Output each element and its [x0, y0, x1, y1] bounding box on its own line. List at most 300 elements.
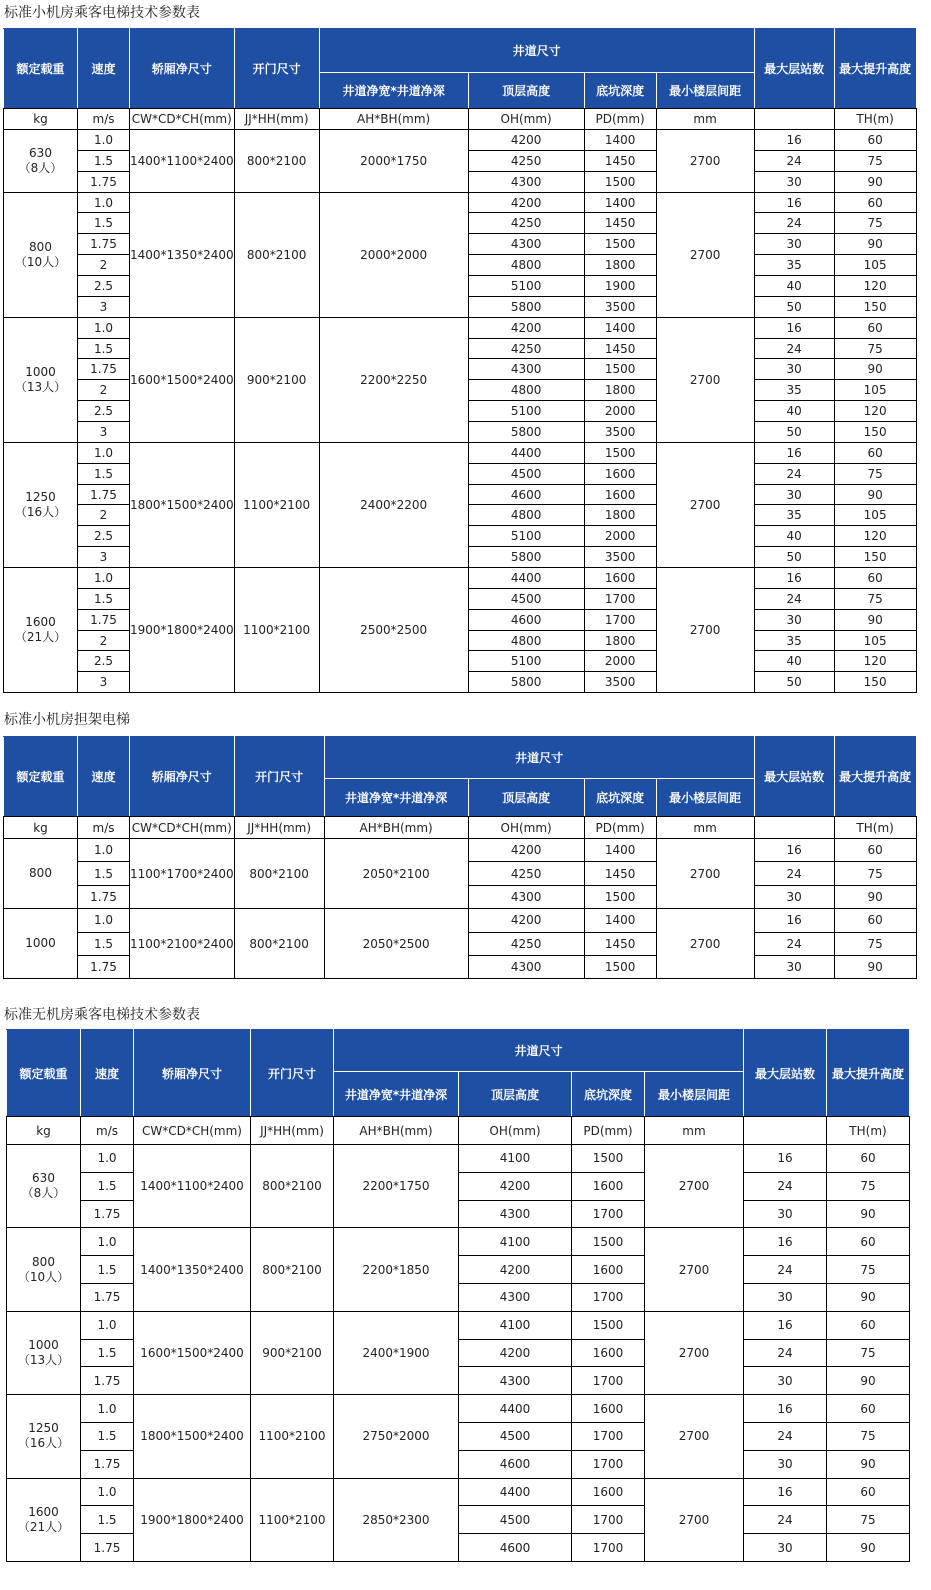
- stops-cell: 24: [754, 150, 834, 171]
- pit-cell: 1600: [584, 463, 656, 484]
- travel-cell: 90: [834, 484, 916, 505]
- travel-cell: 150: [834, 296, 916, 317]
- unit-car: CW*CD*CH(mm): [130, 817, 235, 839]
- load-cell: [7, 1395, 81, 1478]
- stops-cell: 16: [754, 317, 834, 338]
- overhead-cell: 5100: [468, 526, 584, 547]
- header-pit: 底坑深度: [584, 73, 656, 109]
- speed-cell: 1.75: [78, 234, 130, 255]
- car-cell: 1400*1350*2400: [134, 1228, 251, 1311]
- travel-cell: 75: [834, 213, 916, 234]
- speed-cell: 1.0: [81, 1311, 134, 1339]
- unit-overhead: OH(mm): [459, 1117, 572, 1145]
- load-value: 630: [32, 1171, 55, 1186]
- unit-pit: PD(mm): [572, 1117, 645, 1145]
- pit-cell: 1800: [584, 255, 656, 276]
- overhead-cell: 4100: [459, 1228, 572, 1256]
- travel-cell: 90: [834, 609, 916, 630]
- unit-stops: [754, 817, 834, 839]
- load-cell: [4, 442, 78, 567]
- overhead-cell: 5800: [468, 547, 584, 568]
- shaft-wd-cell: 2050*2500: [324, 909, 468, 979]
- table-row: [4, 317, 917, 338]
- stops-cell: 24: [754, 588, 834, 609]
- pit-cell: 1700: [572, 1283, 645, 1311]
- car-cell: 1100*1700*2400: [130, 839, 235, 909]
- header-travel: 最大提升高度: [834, 737, 916, 817]
- header-overhead: 顶层高度: [468, 73, 584, 109]
- unit-min-floor: mm: [656, 817, 754, 839]
- pit-cell: 1700: [572, 1200, 645, 1228]
- unit-speed: m/s: [78, 109, 130, 130]
- spec-table: [3, 28, 917, 693]
- speed-cell: 1.75: [78, 171, 130, 192]
- speed-cell: 2.5: [78, 276, 130, 297]
- overhead-cell: 4500: [468, 588, 584, 609]
- stops-cell: 40: [754, 401, 834, 422]
- pit-cell: 1500: [584, 955, 656, 978]
- travel-cell: 90: [827, 1283, 910, 1311]
- speed-cell: 1.75: [78, 484, 130, 505]
- speed-cell: 1.0: [78, 839, 130, 862]
- travel-cell: 60: [834, 192, 916, 213]
- shaft-wd-cell: 2400*1900: [334, 1311, 459, 1394]
- stops-cell: 16: [754, 909, 834, 932]
- stops-cell: 16: [754, 192, 834, 213]
- header-speed: 速度: [78, 737, 130, 817]
- header-speed: 速度: [78, 29, 130, 109]
- travel-cell: 60: [827, 1395, 910, 1423]
- persons-value: （16人）: [14, 504, 67, 519]
- load-value: 1600: [25, 615, 56, 630]
- load-cell: [4, 909, 78, 979]
- stops-cell: 16: [744, 1228, 827, 1256]
- unit-pit: PD(mm): [584, 109, 656, 130]
- overhead-cell: 5100: [468, 651, 584, 672]
- travel-cell: 150: [834, 672, 916, 693]
- pit-cell: 1500: [584, 885, 656, 908]
- load-value: 1250: [28, 1421, 59, 1436]
- pit-cell: 1450: [584, 338, 656, 359]
- persons-value: （21人）: [14, 630, 67, 645]
- overhead-cell: 4800: [468, 505, 584, 526]
- door-cell: 800*2100: [251, 1228, 334, 1311]
- table-row: [7, 1311, 910, 1339]
- door-cell: 800*2100: [251, 1145, 334, 1228]
- pit-cell: 3500: [584, 672, 656, 693]
- speed-cell: 1.0: [78, 317, 130, 338]
- travel-cell: 120: [834, 526, 916, 547]
- pit-cell: 1600: [584, 484, 656, 505]
- load-value: 800: [32, 1254, 55, 1269]
- pit-cell: 1800: [584, 380, 656, 401]
- stops-cell: 30: [744, 1450, 827, 1478]
- shaft-wd-cell: 2400*2200: [319, 442, 468, 567]
- car-cell: 1900*1800*2400: [134, 1478, 251, 1561]
- spec-table: [3, 736, 917, 979]
- stops-cell: 30: [754, 885, 834, 908]
- stops-cell: 50: [754, 547, 834, 568]
- overhead-cell: 4400: [459, 1395, 572, 1423]
- travel-cell: 90: [834, 171, 916, 192]
- speed-cell: 2: [78, 255, 130, 276]
- unit-car: CW*CD*CH(mm): [134, 1117, 251, 1145]
- header-min-floor: 最小楼层间距: [645, 1072, 744, 1117]
- travel-cell: 75: [827, 1256, 910, 1284]
- travel-cell: 105: [834, 255, 916, 276]
- load-cell: [4, 130, 78, 193]
- overhead-cell: 4600: [468, 484, 584, 505]
- unit-pit: PD(mm): [584, 817, 656, 839]
- pit-cell: 1400: [584, 317, 656, 338]
- min-floor-cell: 2700: [656, 192, 754, 317]
- shaft-wd-cell: 2200*2250: [319, 317, 468, 442]
- overhead-cell: 4300: [468, 359, 584, 380]
- travel-cell: 75: [827, 1339, 910, 1367]
- overhead-cell: 4300: [468, 234, 584, 255]
- pit-cell: 1400: [584, 909, 656, 932]
- overhead-cell: 4300: [459, 1283, 572, 1311]
- table-row: [4, 442, 917, 463]
- stops-cell: 16: [754, 442, 834, 463]
- pit-cell: 1450: [584, 862, 656, 885]
- overhead-cell: 4300: [459, 1367, 572, 1395]
- header-car: 轿厢净尺寸: [130, 737, 235, 817]
- shaft-wd-cell: 2000*2000: [319, 192, 468, 317]
- stops-cell: 16: [744, 1478, 827, 1506]
- header-car: 轿厢净尺寸: [134, 1030, 251, 1117]
- speed-cell: 1.75: [81, 1283, 134, 1311]
- table-row: [7, 1145, 910, 1173]
- speed-cell: 1.75: [81, 1367, 134, 1395]
- pit-cell: 1500: [584, 171, 656, 192]
- min-floor-cell: 2700: [656, 130, 754, 193]
- table-row: [7, 1395, 910, 1423]
- table-row: [4, 909, 917, 932]
- load-cell: [4, 839, 78, 909]
- car-cell: 1400*1350*2400: [130, 192, 235, 317]
- stops-cell: 30: [754, 955, 834, 978]
- header-shaft-wd: 井道净宽*井道净深: [334, 1072, 459, 1117]
- unit-travel: TH(m): [834, 817, 916, 839]
- table-title: 标准小机房担架电梯: [4, 712, 130, 728]
- overhead-cell: 4300: [468, 885, 584, 908]
- load-cell: [4, 192, 78, 317]
- stops-cell: 24: [744, 1339, 827, 1367]
- speed-cell: 2.5: [78, 401, 130, 422]
- persons-value: （8人）: [18, 160, 63, 175]
- door-cell: 800*2100: [234, 839, 324, 909]
- stops-cell: 35: [754, 630, 834, 651]
- pit-cell: 1600: [572, 1256, 645, 1284]
- overhead-cell: 4200: [468, 317, 584, 338]
- speed-cell: 3: [78, 422, 130, 443]
- speed-cell: 1.5: [78, 150, 130, 171]
- speed-cell: 1.0: [81, 1478, 134, 1506]
- speed-cell: 1.75: [78, 885, 130, 908]
- overhead-cell: 4300: [468, 955, 584, 978]
- table-row: [7, 1228, 910, 1256]
- stops-cell: 30: [744, 1367, 827, 1395]
- stops-cell: 35: [754, 380, 834, 401]
- speed-cell: 1.5: [81, 1506, 134, 1534]
- unit-min-floor: mm: [656, 109, 754, 130]
- travel-cell: 90: [834, 359, 916, 380]
- pit-cell: 1600: [572, 1172, 645, 1200]
- pit-cell: 1700: [572, 1534, 645, 1562]
- header-shaft-wd: 井道净宽*井道净深: [319, 73, 468, 109]
- pit-cell: 1600: [584, 568, 656, 589]
- travel-cell: 90: [827, 1200, 910, 1228]
- overhead-cell: 5800: [468, 422, 584, 443]
- stops-cell: 50: [754, 672, 834, 693]
- overhead-cell: 4600: [468, 609, 584, 630]
- car-cell: 1600*1500*2400: [130, 317, 235, 442]
- persons-value: （10人）: [17, 1269, 70, 1284]
- overhead-cell: 5800: [468, 672, 584, 693]
- travel-cell: 60: [834, 442, 916, 463]
- speed-cell: 1.0: [78, 442, 130, 463]
- travel-cell: 90: [827, 1534, 910, 1562]
- stops-cell: 50: [754, 422, 834, 443]
- pit-cell: 3500: [584, 422, 656, 443]
- overhead-cell: 4400: [468, 568, 584, 589]
- speed-cell: 1.5: [78, 862, 130, 885]
- min-floor-cell: 2700: [656, 442, 754, 567]
- table-title: 标准小机房乘客电梯技术参数表: [4, 5, 200, 21]
- overhead-cell: 5800: [468, 296, 584, 317]
- unit-shaft-wd: AH*BH(mm): [319, 109, 468, 130]
- pit-cell: 1900: [584, 276, 656, 297]
- min-floor-cell: 2700: [645, 1311, 744, 1394]
- header-stops: 最大层站数: [754, 29, 834, 109]
- stops-cell: 16: [754, 130, 834, 151]
- unit-speed: m/s: [78, 817, 130, 839]
- shaft-wd-cell: 2000*1750: [319, 130, 468, 193]
- pit-cell: 1700: [572, 1506, 645, 1534]
- travel-cell: 75: [834, 932, 916, 955]
- speed-cell: 1.5: [78, 463, 130, 484]
- overhead-cell: 4100: [459, 1145, 572, 1173]
- unit-overhead: OH(mm): [468, 817, 584, 839]
- overhead-cell: 4200: [459, 1339, 572, 1367]
- shaft-wd-cell: 2200*1750: [334, 1145, 459, 1228]
- header-door: 开门尺寸: [234, 737, 324, 817]
- pit-cell: 1700: [572, 1422, 645, 1450]
- speed-cell: 1.5: [81, 1172, 134, 1200]
- pit-cell: 2000: [584, 526, 656, 547]
- pit-cell: 1400: [584, 192, 656, 213]
- stops-cell: 35: [754, 505, 834, 526]
- stops-cell: 50: [754, 296, 834, 317]
- speed-cell: 1.75: [78, 955, 130, 978]
- load-cell: [7, 1228, 81, 1311]
- unit-door: JJ*HH(mm): [251, 1117, 334, 1145]
- unit-door: JJ*HH(mm): [234, 817, 324, 839]
- travel-cell: 60: [827, 1478, 910, 1506]
- table-row: [4, 839, 917, 862]
- pit-cell: 1700: [584, 588, 656, 609]
- car-cell: 1400*1100*2400: [134, 1145, 251, 1228]
- stops-cell: 24: [754, 932, 834, 955]
- header-car: 轿厢净尺寸: [130, 29, 235, 109]
- header-travel: 最大提升高度: [834, 29, 916, 109]
- unit-door: JJ*HH(mm): [234, 109, 319, 130]
- speed-cell: 1.0: [78, 909, 130, 932]
- car-cell: 1800*1500*2400: [134, 1395, 251, 1478]
- unit-stops: [754, 109, 834, 130]
- header-overhead: 顶层高度: [459, 1072, 572, 1117]
- door-cell: 1100*2100: [251, 1395, 334, 1478]
- unit-shaft-wd: AH*BH(mm): [324, 817, 468, 839]
- header-load: 额定载重: [4, 29, 78, 109]
- travel-cell: 150: [834, 422, 916, 443]
- speed-cell: 2.5: [78, 526, 130, 547]
- overhead-cell: 4250: [468, 932, 584, 955]
- speed-cell: 2.5: [78, 651, 130, 672]
- travel-cell: 90: [834, 955, 916, 978]
- load-cell: [7, 1311, 81, 1394]
- persons-value: （13人）: [17, 1352, 70, 1367]
- shaft-wd-cell: 2500*2500: [319, 568, 468, 693]
- speed-cell: 3: [78, 547, 130, 568]
- stops-cell: 16: [744, 1395, 827, 1423]
- speed-cell: 1.5: [78, 932, 130, 955]
- pit-cell: 3500: [584, 296, 656, 317]
- travel-cell: 75: [827, 1506, 910, 1534]
- header-stops: 最大层站数: [754, 737, 834, 817]
- door-cell: 1100*2100: [234, 442, 319, 567]
- speed-cell: 1.0: [81, 1145, 134, 1173]
- speed-cell: 1.5: [78, 213, 130, 234]
- table-row: [4, 192, 917, 213]
- unit-load: kg: [4, 817, 78, 839]
- overhead-cell: 4250: [468, 862, 584, 885]
- load-cell: [7, 1478, 81, 1561]
- min-floor-cell: 2700: [656, 909, 754, 979]
- stops-cell: 24: [754, 213, 834, 234]
- persons-value: （21人）: [17, 1519, 70, 1534]
- header-load: 额定载重: [4, 737, 78, 817]
- overhead-cell: 4300: [468, 171, 584, 192]
- travel-cell: 60: [834, 839, 916, 862]
- pit-cell: 1700: [584, 609, 656, 630]
- load-value: 800: [29, 866, 52, 881]
- header-travel: 最大提升高度: [827, 1030, 910, 1117]
- shaft-wd-cell: 2200*1850: [334, 1228, 459, 1311]
- min-floor-cell: 2700: [645, 1395, 744, 1478]
- speed-cell: 3: [78, 296, 130, 317]
- speed-cell: 2: [78, 630, 130, 651]
- overhead-cell: 4300: [459, 1200, 572, 1228]
- pit-cell: 1500: [572, 1228, 645, 1256]
- header-speed: 速度: [81, 1030, 134, 1117]
- header-min-floor: 最小楼层间距: [656, 779, 754, 817]
- stops-cell: 30: [744, 1534, 827, 1562]
- min-floor-cell: 2700: [645, 1228, 744, 1311]
- pit-cell: 1600: [572, 1395, 645, 1423]
- overhead-cell: 4400: [459, 1478, 572, 1506]
- door-cell: 1100*2100: [251, 1478, 334, 1561]
- unit-min-floor: mm: [645, 1117, 744, 1145]
- speed-cell: 1.5: [81, 1256, 134, 1284]
- travel-cell: 75: [834, 150, 916, 171]
- car-cell: 1600*1500*2400: [134, 1311, 251, 1394]
- speed-cell: 1.75: [81, 1534, 134, 1562]
- overhead-cell: 4200: [468, 909, 584, 932]
- door-cell: 900*2100: [251, 1311, 334, 1394]
- speed-cell: 1.0: [78, 192, 130, 213]
- overhead-cell: 4200: [468, 839, 584, 862]
- header-min-floor: 最小楼层间距: [656, 73, 754, 109]
- pit-cell: 1450: [584, 213, 656, 234]
- pit-cell: 2000: [584, 401, 656, 422]
- load-value: 1000: [25, 364, 56, 379]
- pit-cell: 1800: [584, 630, 656, 651]
- overhead-cell: 4200: [468, 130, 584, 151]
- travel-cell: 90: [834, 234, 916, 255]
- overhead-cell: 4800: [468, 630, 584, 651]
- header-stops: 最大层站数: [744, 1030, 827, 1117]
- table-row: [7, 1478, 910, 1506]
- pit-cell: 1600: [572, 1339, 645, 1367]
- speed-cell: 1.5: [78, 338, 130, 359]
- unit-overhead: OH(mm): [468, 109, 584, 130]
- load-cell: [4, 317, 78, 442]
- stops-cell: 24: [754, 862, 834, 885]
- overhead-cell: 4250: [468, 338, 584, 359]
- overhead-cell: 4600: [459, 1534, 572, 1562]
- spec-table: [6, 1029, 910, 1562]
- header-pit: 底坑深度: [584, 779, 656, 817]
- unit-load: kg: [4, 109, 78, 130]
- header-shaft: 井道尺寸: [319, 29, 754, 73]
- speed-cell: 1.5: [81, 1339, 134, 1367]
- load-value: 1250: [25, 489, 56, 504]
- overhead-cell: 4100: [459, 1311, 572, 1339]
- min-floor-cell: 2700: [656, 839, 754, 909]
- pit-cell: 1800: [584, 505, 656, 526]
- pit-cell: 1400: [584, 839, 656, 862]
- min-floor-cell: 2700: [656, 317, 754, 442]
- header-load: 额定载重: [7, 1030, 81, 1117]
- persons-value: （13人）: [14, 379, 67, 394]
- overhead-cell: 4250: [468, 150, 584, 171]
- travel-cell: 60: [827, 1145, 910, 1173]
- pit-cell: 1400: [584, 130, 656, 151]
- stops-cell: 40: [754, 526, 834, 547]
- speed-cell: 1.0: [81, 1228, 134, 1256]
- stops-cell: 16: [744, 1145, 827, 1173]
- door-cell: 800*2100: [234, 909, 324, 979]
- unit-car: CW*CD*CH(mm): [130, 109, 235, 130]
- stops-cell: 30: [744, 1283, 827, 1311]
- overhead-cell: 5100: [468, 276, 584, 297]
- overhead-cell: 4500: [459, 1506, 572, 1534]
- travel-cell: 90: [827, 1450, 910, 1478]
- speed-cell: 2: [78, 505, 130, 526]
- door-cell: 1100*2100: [234, 568, 319, 693]
- stops-cell: 40: [754, 276, 834, 297]
- overhead-cell: 4500: [459, 1422, 572, 1450]
- car-cell: 1400*1100*2400: [130, 130, 235, 193]
- stops-cell: 24: [744, 1422, 827, 1450]
- travel-cell: 60: [827, 1311, 910, 1339]
- pit-cell: 1500: [584, 442, 656, 463]
- speed-cell: 1.75: [81, 1450, 134, 1478]
- car-cell: 1100*2100*2400: [130, 909, 235, 979]
- unit-speed: m/s: [81, 1117, 134, 1145]
